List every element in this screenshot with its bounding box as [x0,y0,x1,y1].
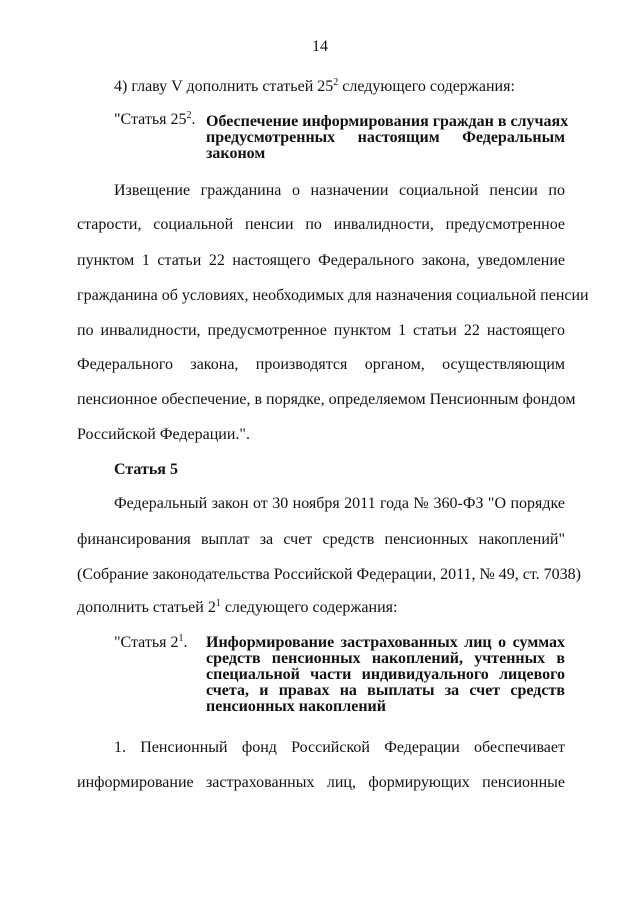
paragraph-line: Федеральный закон от 30 ноября 2011 года № 360-ФЗ "О порядке [114,495,565,512]
article-25-2-label: "Статья $25^2$. [114,110,196,128]
paragraph-line: Российской Федерации.". [77,426,250,443]
title-line: средств пенсионных накоплений, учтенных в [206,650,565,667]
article-5-heading: Статья 5 [114,461,178,478]
title-line: специальной части индивидуального лицевого [206,666,565,683]
paragraph-line: гражданина об условиях, необходимых для назначения социальной пенсии [77,287,589,304]
paragraph-line: 1. Пенсионный фонд Российской Федерации обеспечивает [114,739,565,756]
article-25-2-title [206,113,569,162]
paragraph-line: финансирования выплат за счет средств пенсионных накоплений" [77,531,565,548]
paragraph-line: Извещение гражданина о назначении социальной пенсии по [114,182,565,199]
paragraph-line: старости, социальной пенсии по инвалидности, предусмотренное [77,216,565,233]
title-line: Информирование застрахованных лиц о суммах [206,634,565,651]
paragraph-line: пенсионное обеспечение, в порядке, определяемом Пенсионным фондом [77,391,576,408]
title-line: предусмотренных настоящим Федеральным [206,129,565,146]
paragraph-line: Федерального закона, производятся органом, осуществляющим [77,356,565,373]
paragraph-line: (Собрание законодательства Российской Федерации, 2011, № 49, ст. 7038) [77,566,581,583]
title-line: законом [206,145,266,162]
title-line: Обеспечение информирования граждан в случаях [206,113,569,130]
amendment-intro: 4) главу V дополнить статьей $25^2$ следующего содержания: [114,77,515,95]
title-line: пенсионных накоплений [206,698,386,715]
article-2-1-title [206,635,565,715]
paragraph-line: информирование застрахованных лиц, формирующих пенсионные [77,774,565,791]
paragraph-line: дополнить статьей $2^1$ следующего содержания: [77,598,398,616]
paragraph-line: пунктом 1 статьи 22 настоящего Федерального закона, уведомление [77,252,565,269]
page-number: 14 [312,38,328,55]
article-2-1-label: "Статья $2^1$. [114,633,188,651]
title-line: счета, и правах на выплаты за счет средств [206,682,565,699]
paragraph-line: по инвалидности, предусмотренное пунктом 1 статьи 22 настоящего [77,322,565,339]
